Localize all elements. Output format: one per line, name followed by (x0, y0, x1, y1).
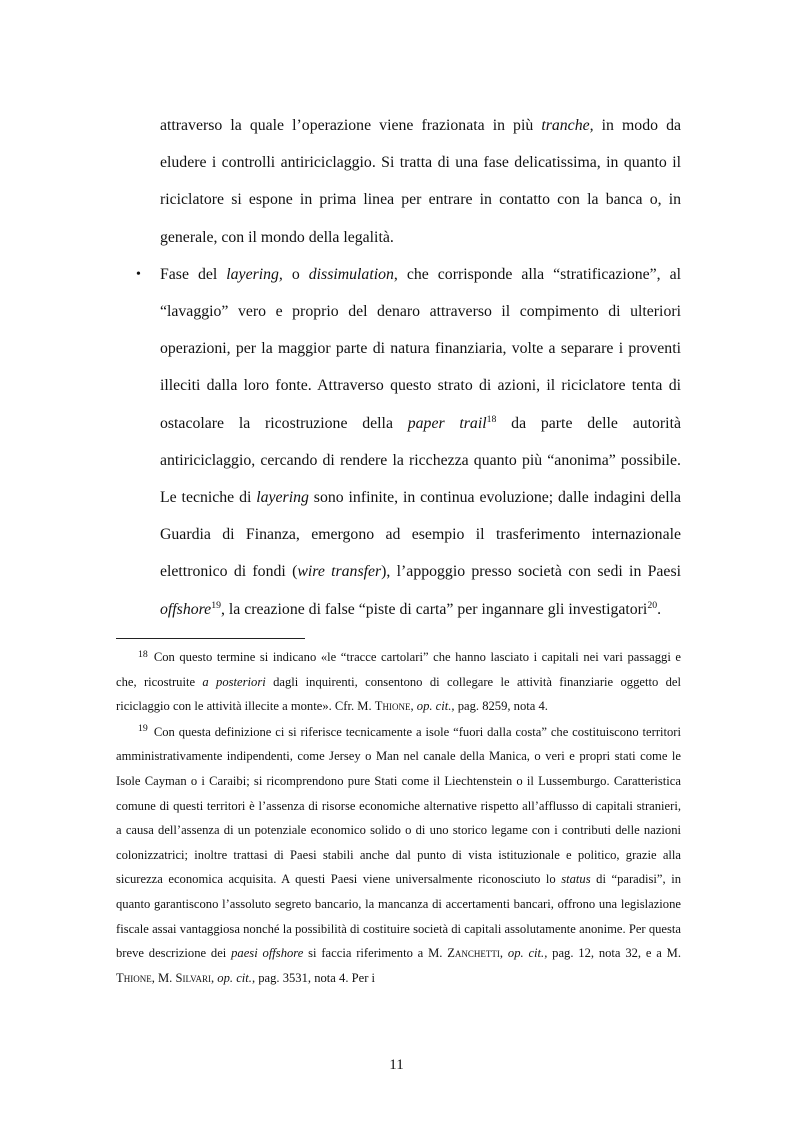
page-number: 11 (389, 1057, 404, 1073)
footnote-separator (116, 638, 305, 639)
footnote-18: $^{18}$ Con questo termine si indicano «le “tracce cartolari” che hanno lasciato i capitali nei vari passaggi e che, ricostruite a posteriori dagli inquirenti, consentono di collegare le attività finanziarie oggetto del riciclaggio con le attività illecite a monte». Cfr. M. Thione, op. cit., pag. 8259, nota 4. (116, 648, 681, 714)
bullet-item-layering: • Fase del layering, o dissimulation, che corrisponde alla “stratificazione”, al “lavaggio” vero e proprio del denaro attraverso il compimento di ulteriori operazioni, per la maggior parte di natura finanziaria, volte a separare i proventi illeciti dalla loro fonte. Attraverso questo strato di azioni, il riciclatore tenta di ostacolare la ricostruzione della paper trail$^{18}$ da parte delle autorità antiriciclaggio, cercando di rendere la ricchezza quanto più “anonima” possibile. Le tecniche di layering sono infinite, in continua evoluzione; dalle indagini della Guardia di Finanza, emergono ad esempio il trasferimento internazionale elettronico di fondi (wire transfer), l’appoggio presso società con sedi in Paesi offshore$^{19}$, la creazione di false “piste di carta” per ingannare gli investigatori$^{20}$. (160, 256, 681, 628)
paragraph-placement-continuation: attraverso la quale l’operazione viene frazionata in più tranche, in modo da eludere i controlli antiriciclaggio. Si tratta di una fase delicatissima, in quanto il riciclatore si espone in prima linea per entrare in contatto con la banca o, in generale, con il mondo della legalità. (160, 117, 681, 246)
footnote-number: 19 (138, 723, 148, 735)
bullet-icon: • (136, 266, 141, 282)
footnote-ref-19: 19 (211, 599, 221, 611)
footnotes (116, 645, 681, 990)
main-text (136, 107, 681, 628)
footnote-ref-20: 20 (647, 599, 658, 611)
footnote-number: 18 (138, 648, 148, 660)
footnote-19: $^{19}$ Con questa definizione ci si riferisce tecnicamente a isole “fuori dalla costa” che costituiscono territori amministrativamente indipendenti, come Jersey o Man nel canale della Manica, o veri e propri stati come le Isole Cayman o i Caraibi; si ricomprendono pure Stati come il Liechtenstein o il Lussemburgo. Caratteristica comune di questi territori è l’assenza di risorse economiche alternative rispetto all’afflusso di capitali stranieri, a causa dell’assenza di un potenziale economico solido o di uno storico legame con i contributi delle nazioni colonizzatrici; inoltre trattasi di Paesi stabili anche dal punto di vista istituzionale e politico, grazie alla sicurezza economica acquisita. A questi Paesi viene universalmente riconosciuto lo status di “paradisi”, in quanto garantiscono l’assoluto segreto bancario, la mancanza di accertamenti bancari, offrono una legislazione fiscale assai vantaggiosa nonché la possibilità di costituire società di capitali assolutamente anonime. Per questa breve descrizione dei paesi offshore si faccia riferimento a M. Zanchetti, op. cit., pag. 12, nota 32, e a M. Thione, M. Silvari, op. cit., pag. 3531, nota 4. Per i (116, 723, 682, 985)
footnote-ref-18: 18 (486, 413, 497, 425)
